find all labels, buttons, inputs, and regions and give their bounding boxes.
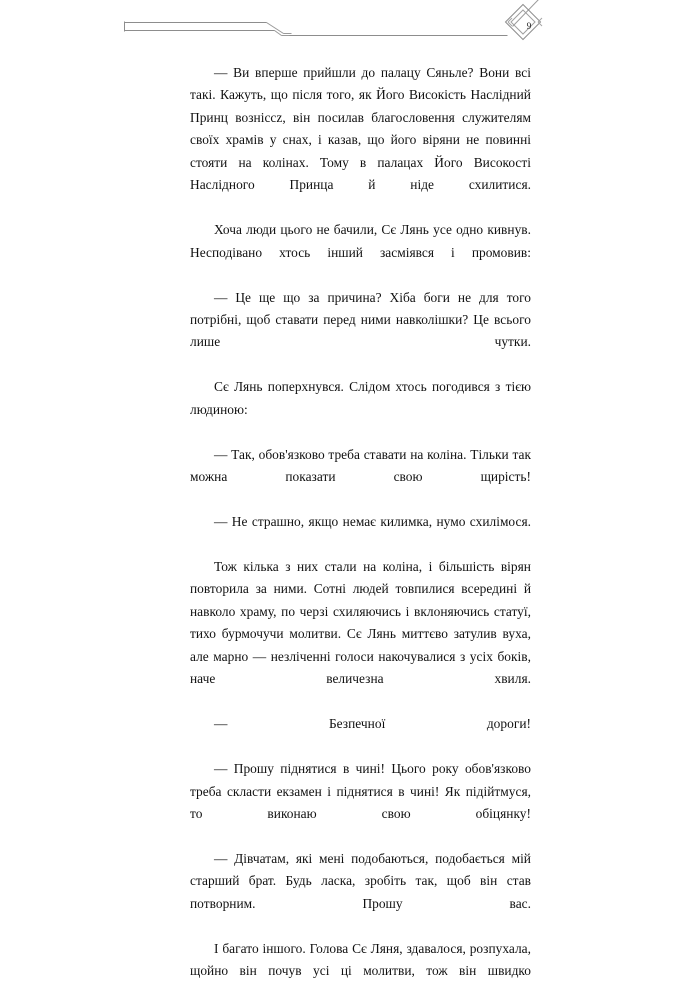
- paragraph: — Так, обов'язково треба ставати на коліна. Тільки так можна показати свою щирість!: [190, 446, 531, 485]
- paragraph: Сє Лянь поперхнувся. Слідом хтось погодився з тією людиною:: [190, 379, 531, 417]
- paragraph: — Прошу піднятися в чині! Цього року обов'язково треба скласти екзамен і піднятися в чині! Як підійтмуся, то виконаю свою обіцянку!: [190, 761, 531, 821]
- body-text-block: [190, 62, 531, 1005]
- paragraph: — Ви вперше прийшли до палацу Сяньле? Вони всі такі. Кажуть, що після того, як Його Високість Наслідний Принц возніссz, він посилав благословення служителям своїх храмів у снах, і казав, що його віряни не повинні стояти на колінах. Тому в палацах Його Високості Наслідного Принца й ніде схилитися.: [190, 65, 531, 193]
- page-header: [0, 0, 700, 58]
- paragraph: — Не страшно, якщо немає килимка, нумо схилімося.: [214, 514, 531, 530]
- paragraph: — Безпечної дороги!: [214, 716, 531, 732]
- paragraph: Тож кілька з них стали на коліна, і більшість вірян повторила за ними. Сотні людей товпилися всередині й навколо храму, по черзі схиляючись і вклоняючись статуї, тихо бурмочучи молитви. Сє Лянь миттєво затулив вуха, але марно — незліченні голоси накочувалися з усіх боків, наче величезна хвиля.: [190, 558, 531, 687]
- page-number: 9: [526, 22, 532, 32]
- header-rule-icon: [0, 0, 700, 58]
- paragraph: — Дівчатам, які мені подобаються, подобається мій старший брат. Будь ласка, зробіть так, щоб він став потворним. Прошу вас.: [190, 850, 531, 911]
- paragraph: І багато іншого. Голова Сє Ляня, здавалося, розпухала, щойно він почув усі ці молитви, тож він швидко: [190, 940, 531, 979]
- paragraph: Хоча люди цього не бачили, Сє Лянь усе одно кивнув. Несподівано хтось інший засміявся і промовив:: [190, 222, 531, 260]
- paragraph: — Це ще що за причина? Хіба боги не для того потрібні, щоб ставати перед ними навколішки? Це всього лише чутки.: [190, 289, 531, 350]
